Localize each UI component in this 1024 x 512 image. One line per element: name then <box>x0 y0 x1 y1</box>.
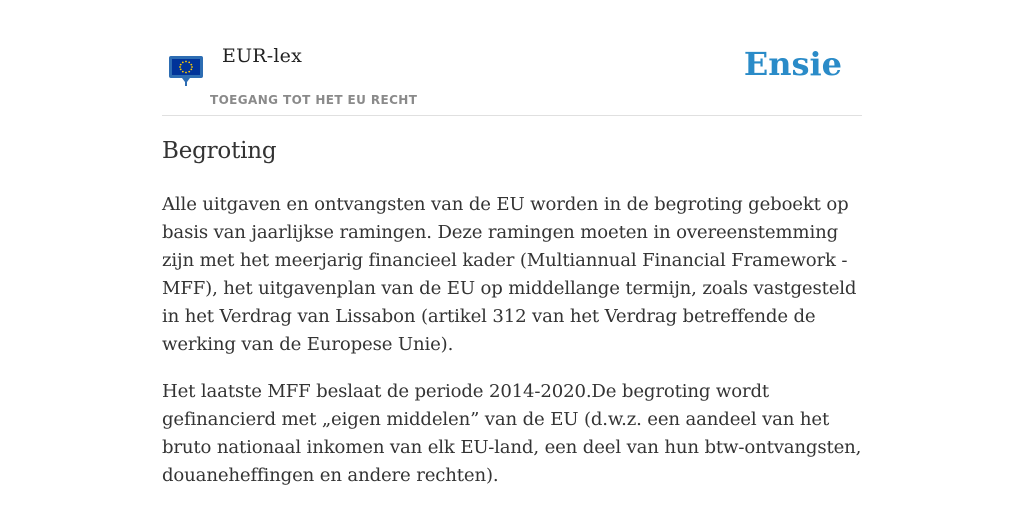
paragraph: Het laatste MFF beslaat de periode 2014-2020.De begroting wordt gefinancierd met „eigen middelen” van de EU (d.w.z. een aandeel van het bruto nationaal inkomen van elk EU-land, een deel van hun btw-ontvangsten, douaneheffingen en andere rechten). <box>162 381 862 486</box>
entry-body <box>162 191 862 509</box>
paragraph: Alle uitgaven en ontvangsten van de EU worden in de begroting geboekt op basis van jaarlijkse ramingen. Deze ramingen moeten in overeenstemming zijn met het meerjarig financieel kader (Multiannual Financial Framework - MFF), het uitgavenplan van de EU op middellange termijn, zoals vastgesteld in het Verdrag van Lissabon (artikel 312 van het Verdrag betreffende de werking van de Europese Unie). <box>162 194 857 355</box>
entry-card <box>162 0 862 486</box>
eu-flag-monitor-icon[interactable] <box>168 55 204 87</box>
site-tagline: TOEGANG TOT HET EU RECHT <box>210 93 418 107</box>
entry-title: Begroting <box>162 138 277 164</box>
site-header <box>162 0 862 116</box>
brand-logo[interactable]: Ensie <box>743 45 842 83</box>
site-name[interactable]: EUR-lex <box>222 45 303 67</box>
